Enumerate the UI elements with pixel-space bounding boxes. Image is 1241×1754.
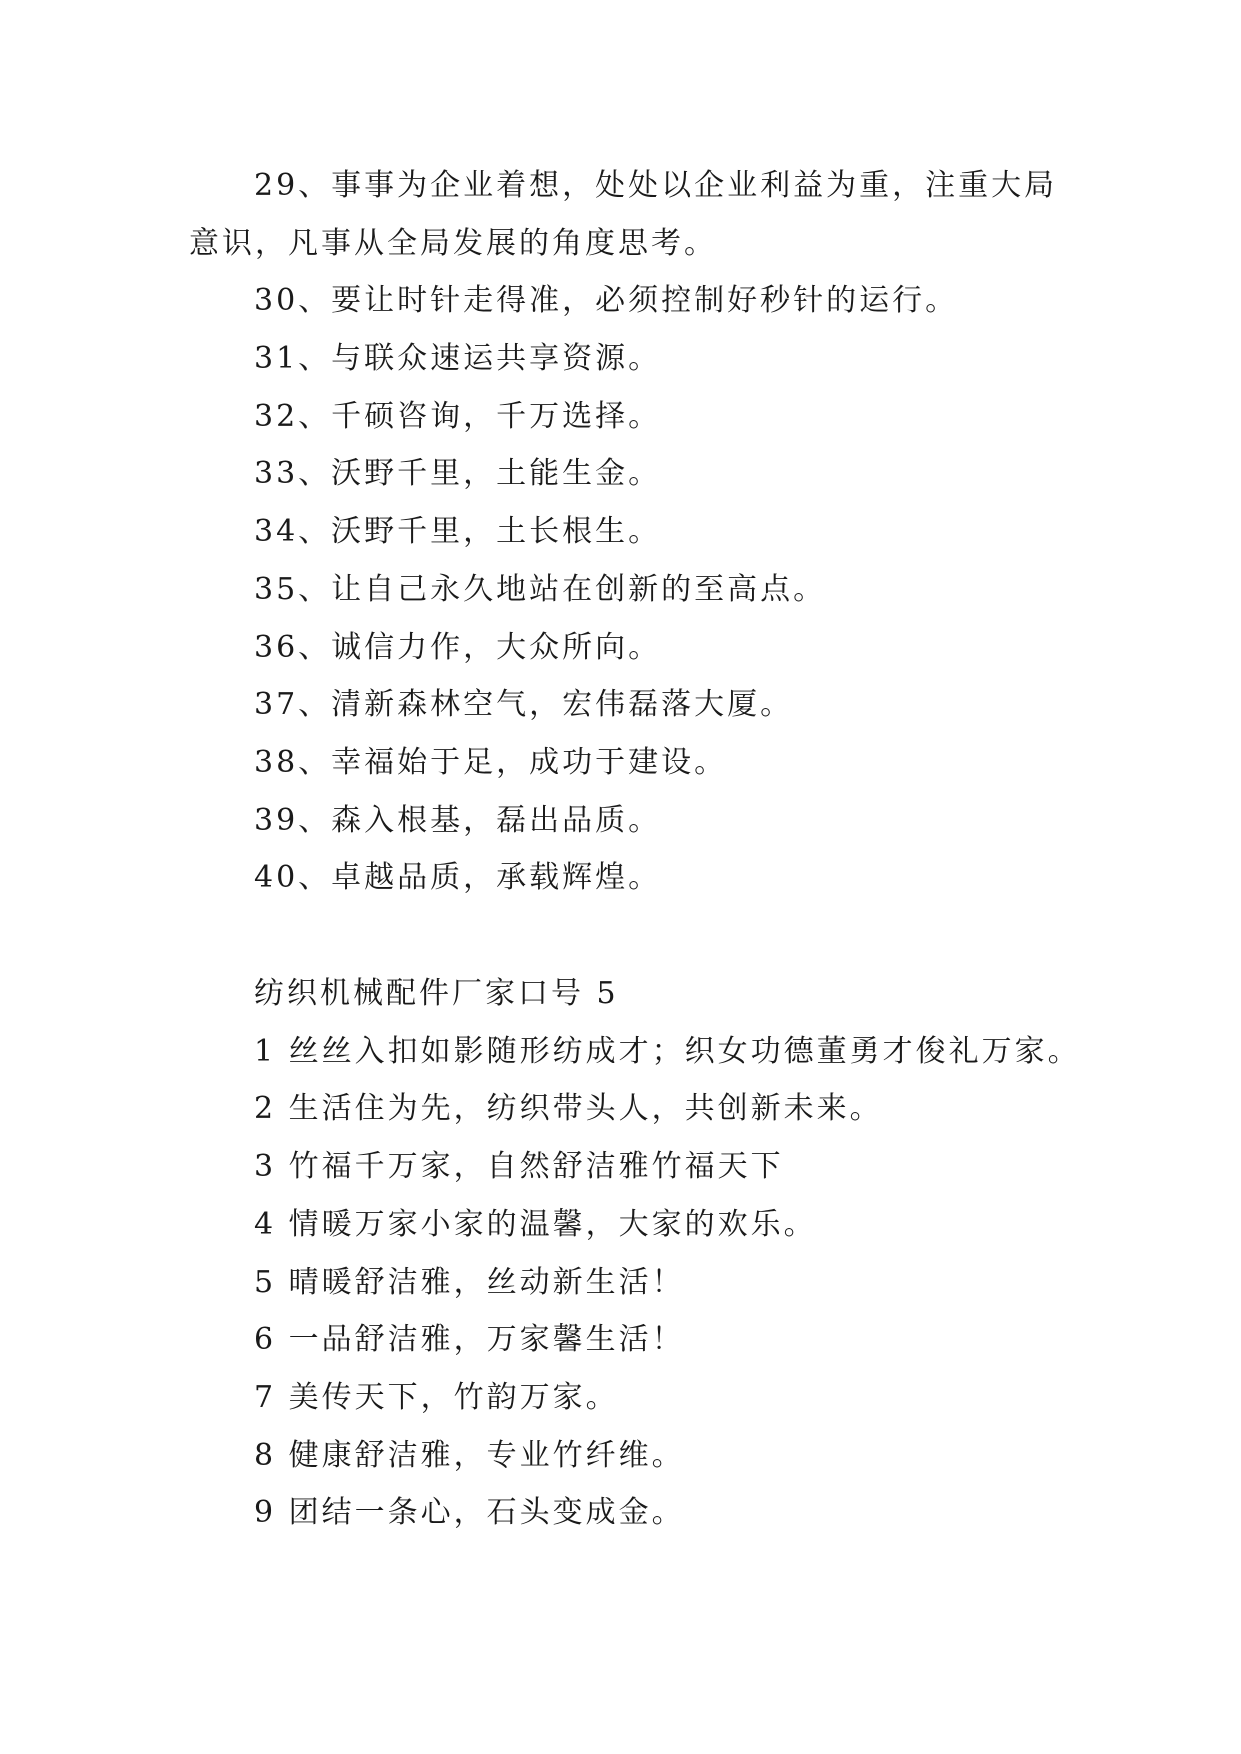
slogan-39: 39、森入根基，磊出品质。 <box>254 803 662 838</box>
slogan-35: 35、让自己永久地站在创新的至高点。 <box>254 572 827 607</box>
slogan-32: 32、千硕咨询，千万选择。 <box>254 399 662 434</box>
textile-slogan-6: 6 一品舒洁雅，万家馨生活！ <box>254 1322 685 1357</box>
slogan-37: 37、清新森林空气，宏伟磊落大厦。 <box>254 687 794 722</box>
slogan-29-line2: 意识，凡事从全局发展的角度思考。 <box>189 226 717 261</box>
textile-slogan-5: 5 晴暖舒洁雅，丝动新生活！ <box>254 1265 685 1300</box>
section-heading: 纺织机械配件厂家口号 5 <box>254 976 619 1011</box>
textile-slogan-4: 4 情暖万家小家的温馨，大家的欢乐。 <box>254 1207 817 1242</box>
slogan-34: 34、沃野千里，土长根生。 <box>254 514 662 549</box>
slogan-40: 40、卓越品质，承载辉煌。 <box>254 860 662 895</box>
slogan-36: 36、诚信力作，大众所向。 <box>254 630 662 665</box>
textile-slogan-2: 2 生活住为先，纺织带头人，共创新未来。 <box>254 1091 883 1126</box>
textile-slogan-8: 8 健康舒洁雅，专业竹纤维。 <box>254 1438 685 1473</box>
slogan-29-line1: 29、事事为企业着想，处处以企业利益为重，注重大局 <box>254 168 1058 203</box>
textile-slogan-7: 7 美传天下，竹韵万家。 <box>254 1380 619 1415</box>
slogan-31: 31、与联众速运共享资源。 <box>254 341 662 376</box>
slogan-33: 33、沃野千里，土能生金。 <box>254 456 662 491</box>
slogan-30: 30、要让时针走得准，必须控制好秒针的运行。 <box>254 283 959 318</box>
textile-slogan-3: 3 竹福千万家，自然舒洁雅竹福天下 <box>254 1149 784 1184</box>
textile-slogan-1: 1 丝丝入扣如影随形纺成才；织女功德董勇才俊礼万家。 <box>254 1034 1081 1069</box>
slogan-38: 38、幸福始于足，成功于建设。 <box>254 745 728 780</box>
textile-slogan-9: 9 团结一条心，石头变成金。 <box>254 1495 685 1530</box>
